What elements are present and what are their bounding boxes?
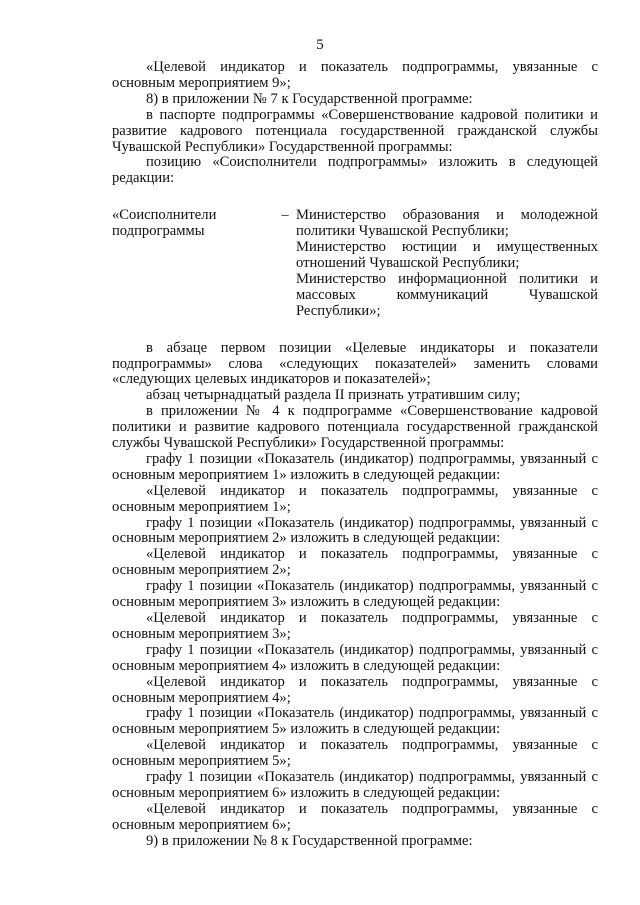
page-number: 5 xyxy=(316,37,324,53)
paragraph: в паспорте подпрограммы «Совершенствование кадровой политики и развитие кадрового потенциала государственной гражданской службы Чувашской Республики» Государственной программы: xyxy=(112,106,598,155)
paragraph: «Целевой индикатор и показатель подпрограммы, увязанные с основным мероприятием 5»; xyxy=(112,737,598,770)
position-value: Министерство юстиции и имущественных отношений Чувашской Республики; xyxy=(296,239,598,271)
paragraph: графу 1 позиции «Показатель (индикатор) подпрограммы, увязанный с основным мероприятием 5» изложить в следующей редакции: xyxy=(112,705,598,738)
paragraph: 9) в приложении № 8 к Государственной программе: xyxy=(146,832,473,849)
paragraph: абзац четырнадцатый раздела II признать утратившим силу; xyxy=(146,387,521,404)
position-label: «Соисполнители подпрограммы xyxy=(112,207,217,240)
paragraph: «Целевой индикатор и показатель подпрограммы, увязанные с основным мероприятием 1»; xyxy=(112,482,598,515)
paragraph: 8) в приложении № 7 к Государственной программе: xyxy=(146,90,473,107)
paragraph: «Целевой индикатор и показатель подпрограммы, увязанные с основным мероприятием 4»; xyxy=(112,673,598,706)
paragraph: позицию «Соисполнители подпрограммы» изложить в следующей редакции: xyxy=(112,154,598,187)
position-dash: – xyxy=(281,207,289,224)
paragraph: «Целевой индикатор и показатель подпрограммы, увязанные с основным мероприятием 6»; xyxy=(112,800,598,833)
paragraph: графу 1 позиции «Показатель (индикатор) подпрограммы, увязанный с основным мероприятием 2» изложить в следующей редакции: xyxy=(112,514,598,547)
document-body xyxy=(112,60,598,850)
paragraph: графу 1 позиции «Показатель (индикатор) подпрограммы, увязанный с основным мероприятием 1» изложить в следующей редакции: xyxy=(112,450,598,483)
paragraph: в приложении № 4 к подпрограмме «Совершенствование кадровой политики и развитие кадрового потенциала государственной гражданской службы Чувашской Республики» Государственной программы: xyxy=(112,403,598,452)
paragraph: графу 1 позиции «Показатель (индикатор) подпрограммы, увязанный с основным мероприятием 3» изложить в следующей редакции: xyxy=(112,578,598,611)
position-value: Министерство информационной политики и массовых коммуникаций Чувашской Республики»; xyxy=(296,270,598,319)
paragraph: «Целевой индикатор и показатель подпрограммы, увязанные с основным мероприятием 2»; xyxy=(112,546,598,579)
paragraph: графу 1 позиции «Показатель (индикатор) подпрограммы, увязанный с основным мероприятием 6» изложить в следующей редакции: xyxy=(112,769,598,801)
position-value: Министерство образования и молодежной политики Чувашской Республики; xyxy=(296,207,598,240)
position-values xyxy=(296,208,598,319)
paragraph: в абзаце первом позиции «Целевые индикаторы и показатели подпрограммы» слова «следующих показателей» заменить словами «следующих целевых индикаторов и показателей»; xyxy=(112,339,598,388)
paragraph: «Целевой индикатор и показатель подпрограммы, увязанные с основным мероприятием 9»; xyxy=(112,59,598,91)
position-table xyxy=(112,208,598,319)
paragraph: графу 1 позиции «Показатель (индикатор) подпрограммы, увязанный с основным мероприятием 4» изложить в следующей редакции: xyxy=(112,641,598,674)
paragraph: «Целевой индикатор и показатель подпрограммы, увязанные с основным мероприятием 3»; xyxy=(112,610,598,642)
